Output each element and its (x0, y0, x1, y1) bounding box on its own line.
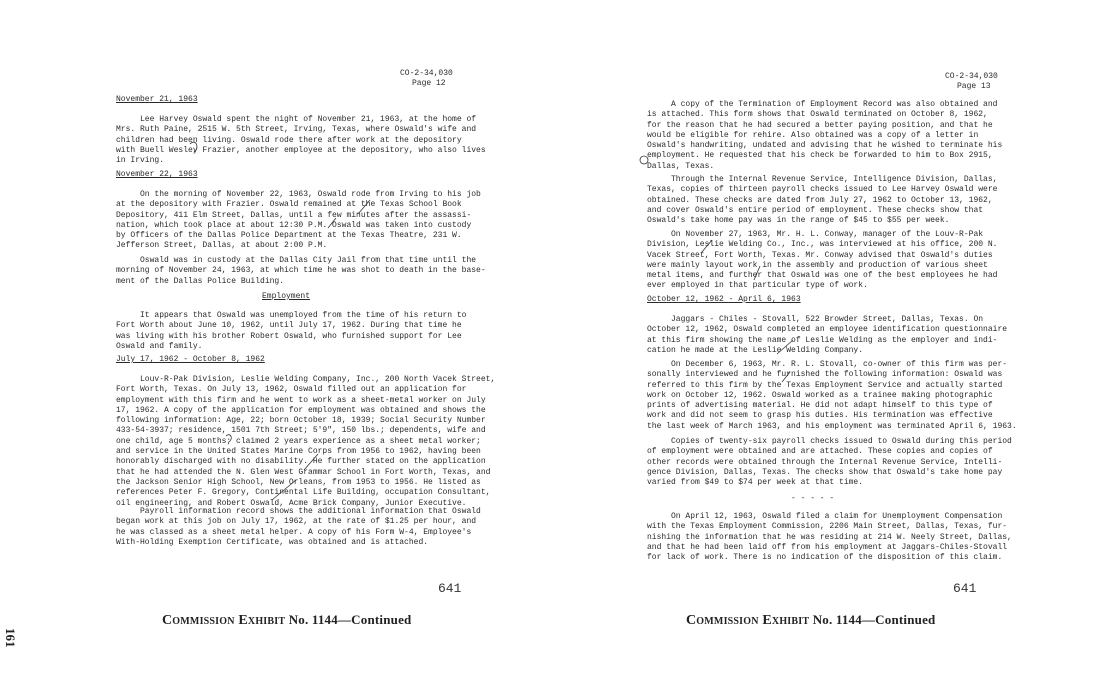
right-page (645, 0, 1017, 610)
section-heading: July 17, 1962 - October 8, 1962 (116, 355, 265, 364)
paragraph: Lee Harvey Oswald spent the night of November 21, 1963, at the home of Mrs. Ruth Paine, 2515 W. 5th Street, Irving, Texas, where Oswald's wife and children had been living. Oswald rode there after work at the depository with Buell Wesley Frazier, another employee at the depository, who also lives in Irving. (116, 115, 486, 166)
right-header (945, 72, 998, 93)
file-number: CO-2-34,030 (400, 69, 453, 78)
paragraph: On December 6, 1963, Mr. R. L. Stovall, co-owner of this firm was per- sonally interviewed and he furnished the following information: Oswald was referred to this firm by the Texas Employment Service and actually started work on October 12, 1962. Oswald worked as a trainee making photographic prints of advertising material. He did not adapt himself to this type of work and did not seem to grasp his duties. His termination was effective the last week of March 1963, and his employment was terminated April 6, 1963. (647, 360, 1017, 431)
exhibit-caption (162, 612, 411, 629)
margin-page-number: 161 (3, 628, 18, 648)
section-heading: October 12, 1962 - April 6, 1963 (647, 295, 801, 304)
paragraph: It appears that Oswald was unemployed from the time of his return to Fort Worth about June 10, 1962, until July 17, 1962. During that time he was living with his brother Robert Oswald, who furnished support for Lee Oswald and family. (116, 311, 467, 351)
caption-suffix: No. 1144—Continued (288, 612, 412, 627)
section-heading: November 22, 1963 (116, 170, 198, 179)
paragraph: A copy of the Termination of Employment Record was also obtained and is attached. This form shows that Oswald terminated on October 8, 1962, for the reason that he had secured a better paying position, and that he would be eligible for rehire. Also obtained was a copy of a letter in Oswald's handwriting, undated and advising that he wished to terminate his employment. He requested that his check be forwarded to him to Box 2915, Dallas, Texas. (647, 100, 1003, 171)
caption-prefix: Commission Exhibit (686, 613, 810, 628)
paragraph: Payroll information record shows the additional information that Oswald began work at this job on July 17, 1962, at the rate of $1.25 per hour, and he was classed as a sheet metal helper. A copy of his Form W-4, Employee's With-Holding Exemption Certificate, was obtained and is attached. (116, 507, 481, 547)
paragraph: Louv-R-Pak Division, Leslie Welding Company, Inc., 200 North Vacek Street, Fort Worth, Texas. On July 13, 1962, Oswald filled out an application for employment with this firm and he went to work as a sheet-metal worker on July 17, 1962. A copy of the application for employment was obtained and shows the following information: Age, 22; born October 18, 1939; Social Security Number 433-54-3937; residence, 1501 7th Street; 5'9", 150 lbs.; dependents, wife and one child, age 5 months; claimed 2 years experience as a sheet metal worker; and service in the United States Marine Corps from 1956 to 1962, having been honorably discharged with no disability. He further stated on the application that he had attended the N. Glen West Grammar School in Fort Worth, Texas, and the Jackson Senior High School, New Orleans, from 1953 to 1956. He listed as references Peter F. Gregory, Continental Life Building, occupation Consultant, oil engineering, and Robert Oswald, Acme Brick Company, Junior Executive. (116, 375, 496, 508)
paragraph: On the morning of November 22, 1963, Oswald rode from Irving to his job at the depository with Frazier. Oswald remained at the Texas School Book Depository, 411 Elm Street, Dallas, until a few minutes after the assassi- nation, which took place at about 12:30 P.M. Oswald was taken into custody by Officers of the Dallas Police Department at the Texas Theatre, 231 W. Jefferson Street, Dallas, at about 2:00 P.M. (116, 190, 481, 251)
divider: - - - - - (791, 494, 835, 503)
page-label: Page 13 (957, 82, 991, 92)
exhibit-caption (686, 612, 935, 629)
caption-suffix: No. 1144—Continued (812, 612, 936, 627)
paragraph: Jaggars - Chiles - Stovall, 522 Browder Street, Dallas, Texas. On October 12, 1962, Oswald completed an employee identification questionnaire at this firm showing the name of Leslie Welding as the employer and indi- cation he made at the Leslie Welding Company. (647, 315, 1008, 355)
paragraph: Copies of twenty-six payroll checks issued to Oswald during this period of employment were obtained and are attached. These copies and copies of other records were obtained through the Internal Revenue Service, Intelli- gence Division, Dallas, Texas. The checks show that Oswald's take home pay varied from $49 to $74 per week at that time. (647, 437, 1012, 488)
paragraph: Through the Internal Revenue Service, Intelligence Division, Dallas, Texas, copies of thirteen payroll checks issued to Lee Harvey Oswald were obtained. These checks are dated from July 27, 1962 to October 13, 1962, and cover Oswald's entire period of employment. These checks show that Oswald's take home pay was in the range of $45 to $55 per week. (647, 175, 998, 226)
section-heading: November 21, 1963 (116, 95, 198, 104)
section-heading: Employment (262, 292, 311, 301)
paragraph: Oswald was in custody at the Dallas City Jail from that time until the morning of November 24, 1963, at which time he was shot to death in the base- ment of the Dallas Police Building. (116, 256, 486, 286)
folio-number: 641 (438, 581, 462, 596)
folio-number: 641 (953, 581, 977, 596)
paragraph: On November 27, 1963, Mr. H. L. Conway, manager of the Louv-R-Pak Division, Leslie Welding Co., Inc., was interviewed at his office, 200 N. Vacek Street, Fort Worth, Texas. Mr. Conway advised that Oswald's duties were mainly layout work in the assembly and production of various sheet metal items, and further that Oswald was one of the best employees he had ever employed in that particular type of work. (647, 230, 998, 291)
left-page (108, 0, 496, 610)
page-label: Page 12 (412, 79, 446, 89)
caption-prefix: Commission Exhibit (162, 613, 286, 628)
file-number: CO-2-34,030 (945, 72, 998, 81)
paragraph: On April 12, 1963, Oswald filed a claim for Unemployment Compensation with the Texas Employment Commission, 2206 Main Street, Dallas, Texas, fur- nishing the information that he was residing at 214 W. Neely Street, Dallas, and that he had been laid off from his employment at Jaggars-Chiles-Stovall for lack of work. There is no indication of the disposition of this claim. (647, 512, 1012, 563)
left-header (400, 69, 453, 90)
